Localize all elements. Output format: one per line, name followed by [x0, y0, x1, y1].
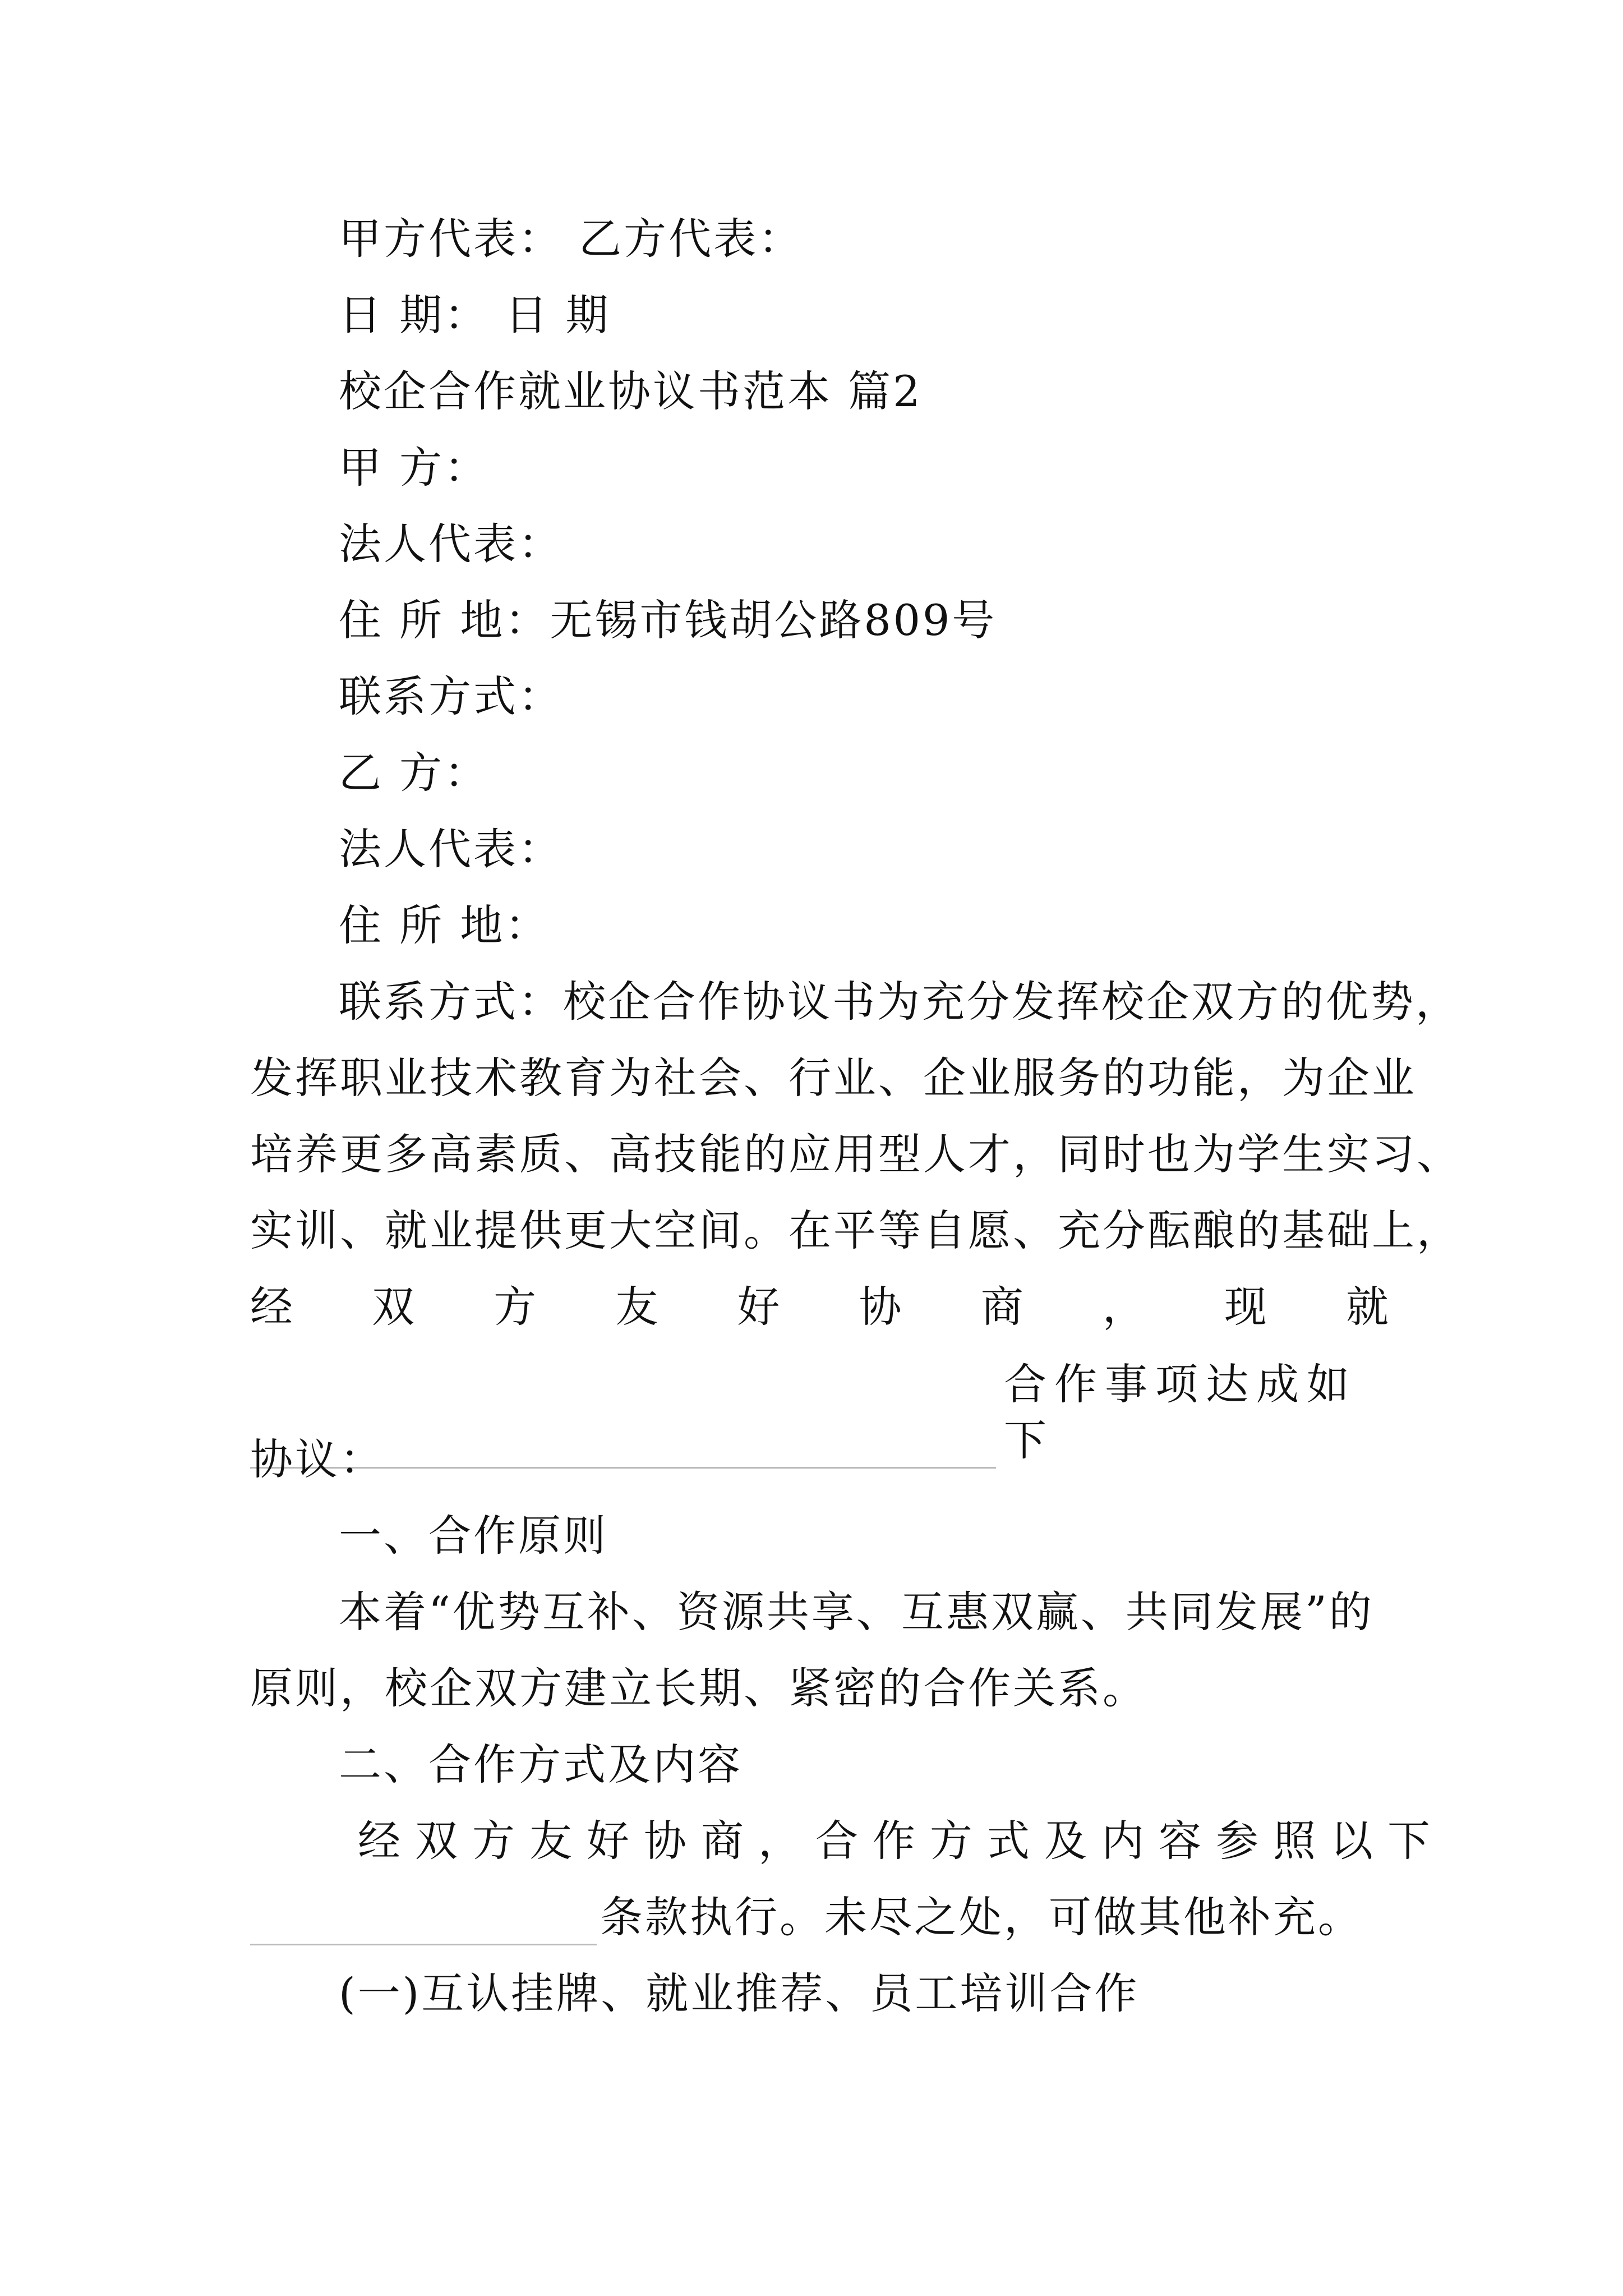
party-a-label: 甲 方： [339, 443, 490, 493]
party-a-address: 住 所 地：无锡市钱胡公路809号 [339, 595, 997, 645]
word: 商 [980, 1282, 1023, 1332]
word: 方 [494, 1282, 537, 1332]
word: 双 [372, 1282, 415, 1332]
subheading-item-one: (一)互认挂牌、就业推荐、员工培训合作 [339, 1968, 1140, 2018]
blank-fill-line [250, 1356, 1389, 1469]
paragraph-line: 经双方友好协商，合作方式及内容参照以下 [358, 1816, 1445, 1866]
party-b-contact-paragraph: 联系方式：校企合作协议书为充分发挥校企双方的优势， [339, 977, 1460, 1027]
justified-line [250, 1279, 1389, 1335]
word: 友 [615, 1282, 658, 1332]
section-title: 校企合作就业协议书范本 篇2 [339, 366, 923, 416]
party-b-label: 乙 方： [339, 748, 490, 798]
line-tail-text: 条款执行。未尽之处，可做其他补充。 [600, 1892, 1363, 1942]
paragraph-line: 本着“优势互补、资源共享、互惠双赢、共同发展”的 [339, 1587, 1374, 1637]
paragraph-line: 实训、就业提供更大空间。在平等自愿、充分酝酿的基础上， [250, 1205, 1461, 1255]
party-b-legal-rep: 法人代表： [339, 824, 563, 874]
word: 经 [250, 1282, 293, 1332]
word: 就 [1345, 1282, 1389, 1332]
word: 协 [859, 1282, 902, 1332]
word: ， [1102, 1282, 1145, 1332]
word: 好 [737, 1282, 780, 1332]
heading-cooperation-method: 二、合作方式及内容 [339, 1740, 743, 1789]
heading-cooperation-principle: 一、合作原则 [339, 1511, 608, 1561]
blank-fill-line [250, 1889, 1389, 1945]
line-tail-text: 合作事项达成如下 [1004, 1359, 1357, 1465]
party-a-legal-rep: 法人代表： [339, 519, 563, 569]
party-representatives-line: 甲方代表： 乙方代表： [339, 214, 804, 264]
paragraph-line: 原则，校企双方建立长期、紧密的合作关系。 [250, 1663, 1147, 1713]
paragraph-line: 发挥职业技术教育为社会、行业、企业服务的功能，为企业 [250, 1053, 1417, 1103]
paragraph-line: 培养更多高素质、高技能的应用型人才，同时也为学生实习、 [250, 1129, 1461, 1179]
date-line: 日 期： 日 期 [339, 290, 611, 340]
party-a-contact: 联系方式： [339, 671, 563, 721]
blank-underline [250, 1910, 597, 1945]
word: 现 [1224, 1282, 1267, 1332]
paragraph-line: 协议： [250, 1434, 385, 1484]
party-b-address: 住 所 地： [339, 900, 550, 950]
